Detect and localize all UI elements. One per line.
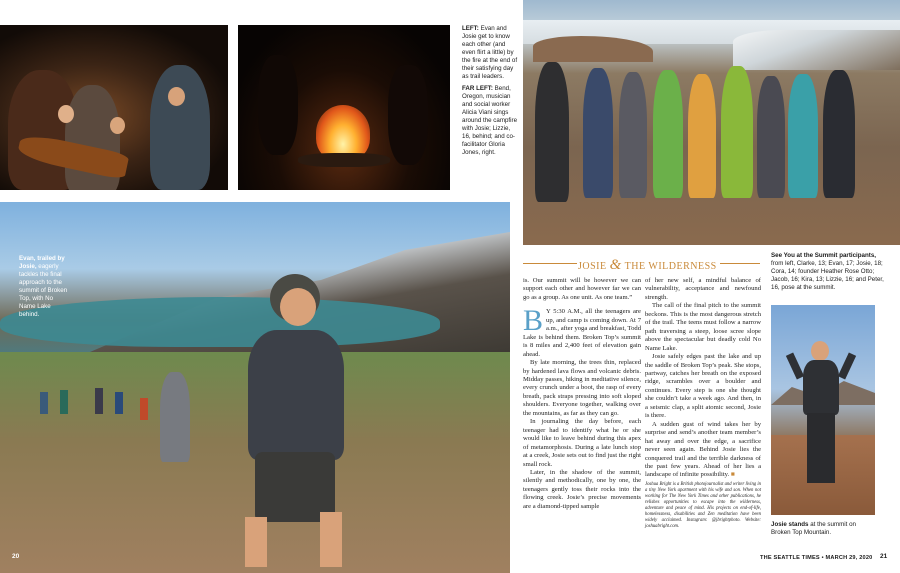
caption-evan-label: Evan, trailed by Josie, [19, 255, 65, 270]
article-paragraph: By late morning, the trees thin, replaced by hardened lava flows and volcanic debris. Midday passes, hiking in meditative silence, every crunch under a boot, the rasp of every breath, pack straps pressing into soft sloped shoulders. Everyone together, walking over the mountains, as far as they can go. [523, 359, 641, 417]
headline-rule-left [523, 263, 577, 264]
caption-far-left-text: Bend, Oregon, musician and social worker Alicia Viani sings around the campfire with Josie; Lizzie, 16, behind; and co-facilitator Gloria Jones, right. [462, 85, 518, 156]
drop-cap: B [523, 304, 544, 338]
caption-left-label: LEFT: [462, 25, 479, 32]
photo-hiker-approach [0, 202, 510, 573]
page-number-right: 21 [880, 553, 888, 560]
headline-part2: THE WILDERNESS [624, 261, 717, 272]
photo-josie-summit [771, 305, 875, 515]
caption-evan [19, 255, 69, 319]
article-paragraph: of her new self, a mindful balance of vulnerability, acceptance and newfound strength. [645, 277, 761, 301]
headline [578, 257, 718, 274]
caption-evan-text: eagerly tackles the final approach to the summit of Broken Top, with No Name Lake behind. [19, 263, 68, 318]
article-paragraph: The call of the final pitch to the summit beckons. This is the most dangerous stretch of the trail. The teens must follow a narrow path traversing a steep, loose scree slope above the spectacular but deadly cold No Name Lake. [645, 302, 761, 352]
article-column-2 [645, 277, 761, 530]
article-paragraph-text: A sudden gust of wind takes her by surprise and send’s another team member’s hat away and over the edge, a sacrifice never seen again. Behind Josie lies the conquered trail and the terrible darkness of the past few years. Ahead of her lies a landscape of infinite possibility. [645, 420, 761, 479]
photo-group-summit [523, 0, 900, 245]
caption-summit-label: Josie stands [771, 521, 809, 528]
article-intro: is. Our summit will be however we can support each other and however far we can go as a group. As one unit. As one team.” [523, 277, 641, 301]
page-number-left: 20 [12, 553, 20, 560]
photo-campfire [238, 25, 450, 190]
caption-group-text: from left, Clarke, 13; Evan, 17; Josie, 18; Cora, 14; founder Heather Rose Otto; Jacob, 16; Kira, 13; Lizzie, 16; and Peter, 16, pose at the summit. [771, 260, 884, 291]
caption-far-left-label: FAR LEFT: [462, 85, 493, 92]
caption-left-text: Evan and Josie get to know each other (and even flirt a little) by the fire at the end of their satisfying day as trail leaders. [462, 25, 518, 80]
author-bio: Joshua Bright is a British photojournalist and writer living in a tiny New York apartment with his wife and son. When not working for The New York Times and other publications, he relishes opportunities to escape into the wilderness, adventure and peace of mind. His projects on end-of-life, homelessness, disabilities and Zen meditation have been widely acclaimed. Instagram: @jbrightphoto. Website: joshuabright.com. [645, 481, 761, 529]
article-paragraph: In journaling the day before, each teenager had to identify what he or she would like to leave behind during this apex of metamorphosis. During a late lunch stop at a creek, Josie sets out to find just the right small rock. [523, 418, 641, 468]
caption-group [771, 252, 889, 292]
end-mark-icon: ■ [730, 471, 735, 479]
publication-footer: THE SEATTLE TIMES • MARCH 29, 2020 [760, 555, 873, 561]
headline-ampersand: & [609, 257, 622, 273]
headline-rule-right [720, 263, 760, 264]
headline-part1: JOSIE [578, 261, 607, 272]
caption-summit-text: at the summit on Broken Top Mountain. [771, 521, 856, 536]
article-paragraph [523, 304, 641, 359]
photo-campfire-guitar [0, 25, 228, 190]
article-paragraph: Later, in the shadow of the summit, silently and methodically, one by one, the teenagers gently toss their rocks into the flowing creek. Josie’s precise movements are a diamond-tipped sample [523, 468, 641, 510]
caption-group-label: See You at the Summit participants, [771, 252, 876, 259]
article-column-1 [523, 277, 641, 511]
article-paragraph-text: Y 5:30 A.M., all the teenagers are up, and camp is coming down. At 7 a.m., after yoga and breakfast, Todd Lake is behind them. Broken Top’s summit is 8 miles and 2,400 feet of elevation gain ahead. [523, 308, 641, 358]
article-paragraph [645, 421, 761, 480]
caption-campfire [462, 25, 518, 157]
article-paragraph: Josie safely edges past the lake and up the saddle of Broken Top’s peak. She stops, partway, catches her breath on the exposed ridge, scrambles over a boulder and continues. Every step is one she thought she couldn’t take a week ago. And then, in a seismic clap, a split atomic second, Josie is there. [645, 353, 761, 420]
caption-summit [771, 521, 875, 537]
